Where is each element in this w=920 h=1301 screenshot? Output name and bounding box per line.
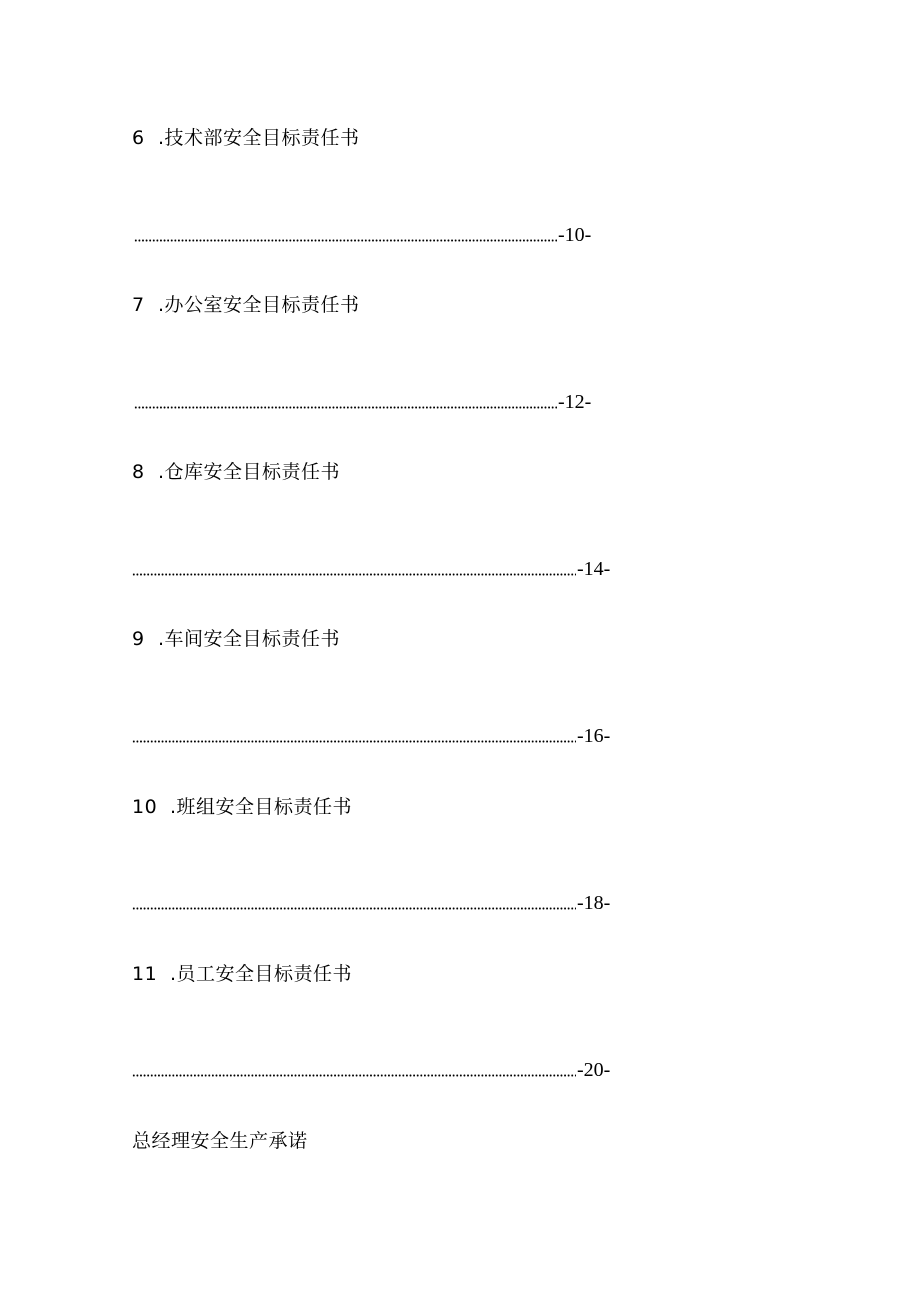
- toc-leader-line: [134, 223, 591, 247]
- toc-entry-title: [132, 126, 360, 150]
- toc-leader-line: [132, 724, 610, 748]
- toc-entry-number: 7: [132, 294, 145, 316]
- toc-entry-title: [132, 795, 352, 819]
- toc-entry-text: .车间安全目标责任书: [158, 628, 341, 650]
- toc-page-number: -16-: [577, 725, 611, 747]
- leader-dots: [132, 740, 576, 743]
- toc-entry-title: [132, 460, 340, 484]
- toc-leader-line: [132, 557, 610, 581]
- toc-leader-line: [132, 1058, 610, 1082]
- toc-entry-number: 6: [132, 127, 145, 149]
- leader-dots: [132, 1074, 576, 1077]
- toc-entry-text: .仓库安全目标责任书: [158, 461, 341, 483]
- toc-entry-text: .办公室安全目标责任书: [158, 294, 360, 316]
- toc-closing-heading: 总经理安全生产承诺: [132, 1130, 308, 1152]
- toc-page-number: -12-: [558, 391, 592, 413]
- toc-entry-number: 10: [132, 796, 158, 818]
- toc-entry-text: .技术部安全目标责任书: [158, 127, 360, 149]
- toc-entry-text: .班组安全目标责任书: [170, 796, 353, 818]
- toc-page-number: -10-: [558, 224, 592, 246]
- toc-leader-line: [132, 891, 610, 915]
- leader-dots: [134, 406, 557, 409]
- toc-leader-line: [134, 390, 591, 414]
- toc-entry-number: 11: [132, 963, 158, 985]
- toc-page-number: -14-: [577, 558, 611, 580]
- leader-dots: [132, 907, 576, 910]
- leader-dots: [132, 573, 576, 576]
- toc-entry-title: [132, 293, 360, 317]
- toc-entry-text: .员工安全目标责任书: [170, 963, 353, 985]
- toc-entry-number: 8: [132, 461, 145, 483]
- toc-page-number: -18-: [577, 892, 611, 914]
- leader-dots: [134, 239, 557, 242]
- toc-entry-title: [132, 627, 340, 651]
- toc-page-number: -20-: [577, 1059, 611, 1081]
- toc-entry-number: 9: [132, 628, 145, 650]
- toc-entry-title: [132, 962, 352, 986]
